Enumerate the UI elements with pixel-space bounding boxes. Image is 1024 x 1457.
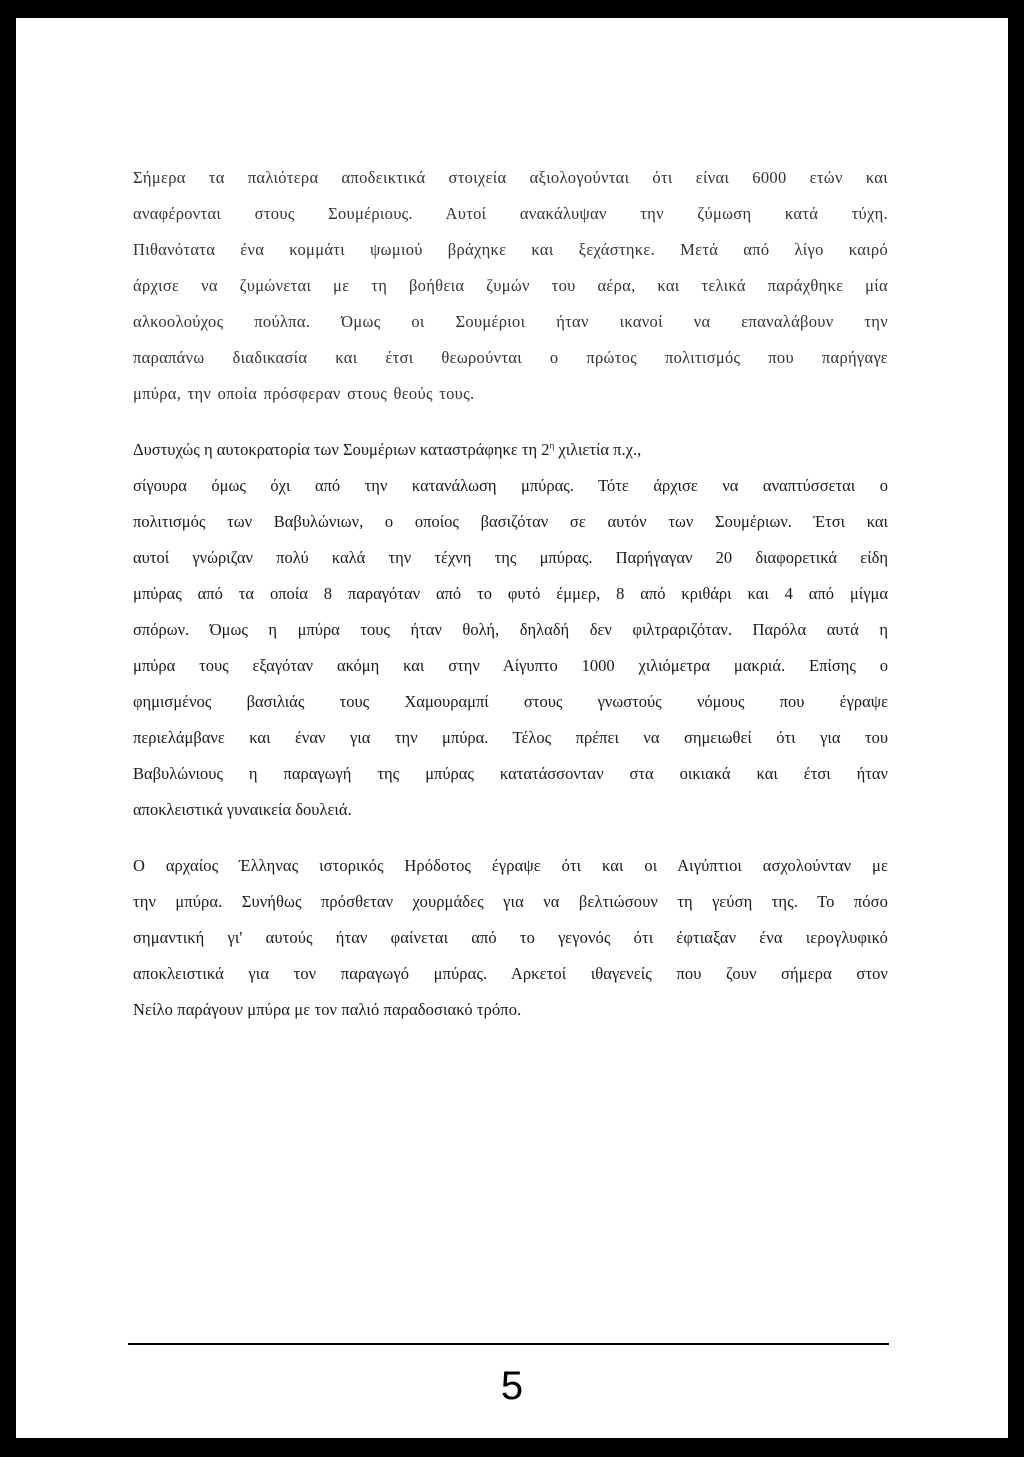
- text-line: μπύρας από τα οποία 8 παραγόταν από το φυτό έμμερ, 8 από κριθάρι και 4 από μίγμα: [133, 584, 888, 603]
- text-line: παραπάνω διαδικασία και έτσι θεωρούνται ο πρώτος πολιτισμός που παρήγαγε: [133, 348, 888, 367]
- text-line: αναφέρονται στους Σουμέριους. Αυτοί ανακάλυψαν την ζύμωση κατά τύχη.: [133, 204, 888, 223]
- document-page: [16, 18, 1008, 1438]
- text-line: σπόρων. Όμως η μπύρα τους ήταν θολή, δηλαδή δεν φιλτραριζόταν. Παρόλα αυτά η: [133, 620, 888, 639]
- text-line: αυτοί γνώριζαν πολύ καλά την τέχνη της μπύρας. Παρήγαγαν 20 διαφορετικά είδη: [133, 548, 888, 567]
- text-line: Ο αρχαίος Έλληνας ιστορικός Ηρόδοτος έγραψε ότι και οι Αιγύπτιοι ασχολούνταν με: [133, 856, 888, 875]
- ordinal-superscript: η: [549, 440, 555, 451]
- text-line: την μπύρα. Συνήθως πρόσθεταν χουρμάδες για να βελτιώσουν τη γεύση της. Το πόσο: [133, 892, 888, 911]
- text-line: μπύρα τους εξαγόταν ακόμη και στην Αίγυπτο 1000 χιλιόμετρα μακριά. Επίσης ο: [133, 656, 888, 675]
- text-line: περιελάμβανε και έναν για την μπύρα. Τέλος πρέπει να σημειωθεί ότι για του: [133, 728, 888, 747]
- text-line: αλκοολούχος πούλπα. Όμως οι Σουμέριοι ήταν ικανοί να επαναλάβουν την: [133, 312, 888, 331]
- page-number: 5: [500, 1364, 524, 1408]
- paragraph-babylonians: [133, 432, 888, 828]
- text-line: Πιθανότατα ένα κομμάτι ψωμιού βράχηκε και ξεχάστηκε. Μετά από λίγο καιρό: [133, 240, 888, 259]
- text-run: Δυστυχώς η αυτοκρατορία των Σουμέριων καταστράφηκε τη 2: [133, 440, 550, 459]
- text-line: πολιτισμός των Βαβυλώνιων, ο οποίος βασιζόταν σε αυτόν των Σουμέριων. Έτσι και: [133, 512, 888, 531]
- paragraph-sumerians: [133, 160, 888, 412]
- text-line: Νείλο παράγουν μπύρα με τον παλιό παραδοσιακό τρόπο.: [133, 1000, 522, 1019]
- text-line: μπύρα, την οποία πρόσφεραν στους θεούς τους.: [133, 384, 475, 403]
- footer-divider: [128, 1343, 889, 1345]
- text-line: Βαβυλώνιους η παραγωγή της μπύρας κατατάσσονταν στα οικιακά και έτσι ήταν: [133, 764, 888, 783]
- paragraph-egyptians: [133, 848, 888, 1028]
- text-line: [133, 432, 888, 468]
- body-text: [133, 160, 888, 1048]
- text-line: σημαντική γι' αυτούς ήταν φαίνεται από το γεγονός ότι έφτιαξαν ένα ιερογλυφικό: [133, 928, 888, 947]
- text-line: αποκλειστικά γυναικεία δουλειά.: [133, 800, 352, 819]
- text-line: Σήμερα τα παλιότερα αποδεικτικά στοιχεία αξιολογούνται ότι είναι 6000 ετών και: [133, 168, 888, 187]
- text-line: σίγουρα όμως όχι από την κατανάλωση μπύρας. Τότε άρχισε να αναπτύσσεται ο: [133, 476, 888, 495]
- text-line: φημισμένος βασιλιάς τους Χαμουραμπί στους γνωστούς νόμους που έγραψε: [133, 692, 888, 711]
- text-line: άρχισε να ζυμώνεται με τη βοήθεια ζυμών του αέρα, και τελικά παράχθηκε μία: [133, 276, 888, 295]
- text-line: αποκλειστικά για τον παραγωγό μπύρας. Αρκετοί ιθαγενείς που ζουν σήμερα στον: [133, 964, 888, 983]
- text-run: χιλιετία π.χ.,: [554, 440, 642, 459]
